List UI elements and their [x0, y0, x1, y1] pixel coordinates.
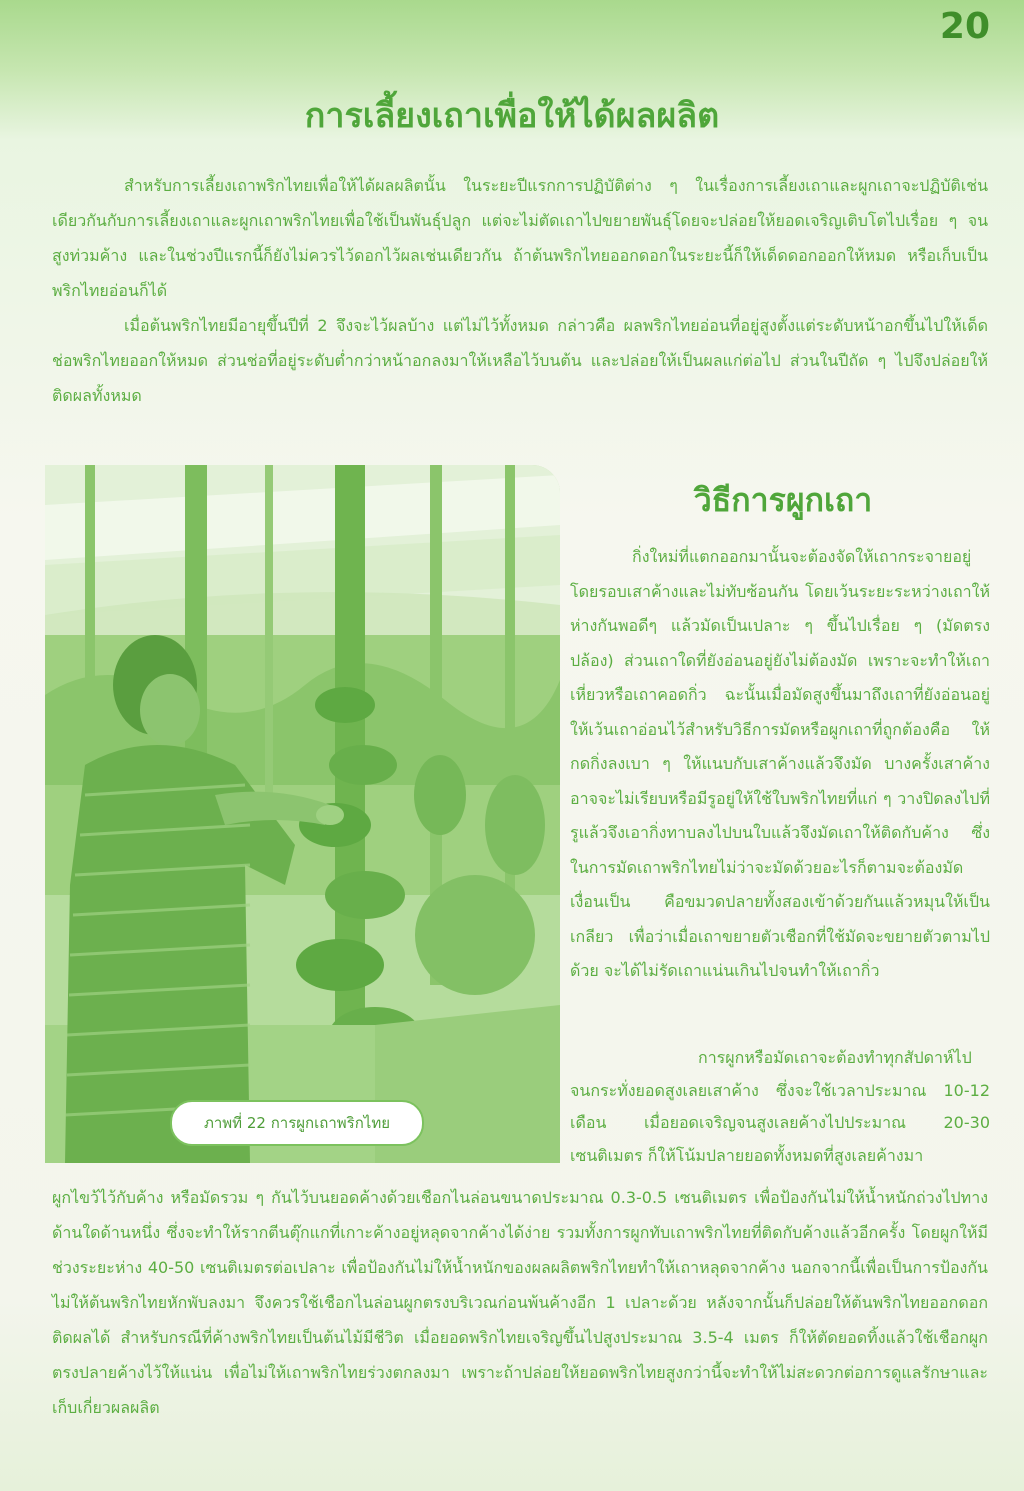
page-number: 20	[939, 6, 990, 47]
section-paragraph-2: การผูกหรือมัดเถาจะต้องทำทุกสัปดาห์ไปจนกระทั่งยอดสูงเลยเสาค้าง ซึ่งจะใช้เวลาประมาณ 10-12 เดือน เมื่อยอดเจริญจนสูงเลยค้างไปประมาณ 20-30 เซนติเมตร ก็ให้โน้มปลายยอดทั้งหมดที่สูงเลยค้างมา	[570, 1048, 990, 1165]
intro-paragraph-1: สำหรับการเลี้ยงเถาพริกไทยเพื่อให้ได้ผลผลิตนั้น ในระยะปีแรกการปฏิบัติต่าง ๆ ในเรื่องการเลี้ยงเถาและผูกเถาจะปฏิบัติเช่นเดียวกันกับการเลี้ยงเถาและผูกเถาพริกไทยเพื่อใช้เป็นพันธุ์ปลูก แต่จะไม่ตัดเถาไปขยายพันธุ์โดยจะปล่อยให้ยอดเจริญเติบโตไปเรื่อย ๆ จนสูงท่วมค้าง และในช่วงปีแรกนี้ก็ยังไม่ควรไว้ดอกไว้ผลเช่นเดียวกัน ถ้าต้นพริกไทยออกดอกในระยะนี้ก็ให้เด็ดดอกออกให้หมด หรือเก็บเป็นพริกไทยอ่อนก็ได้	[52, 176, 988, 300]
section-paragraph-3: ผูกไขว้ไว้กับค้าง หรือมัดรวม ๆ กันไว้บนยอดค้างด้วยเชือกไนล่อนขนาดประมาณ 0.3-0.5 เซนติเมตร เพื่อป้องกันไม่ให้น้ำหนักถ่วงไปทางด้านใดด้านหนึ่ง ซึ่งจะทำให้รากตีนตุ๊กแกที่เกาะค้างอยู่หลุดจากค้างได้ง่าย รวมทั้งการผูกทับเถาพริกไทยที่ติดกับค้างแล้วอีกครั้ง โดยผูกให้มีช่วงระยะห่าง 40-50 เซนติเมตรต่อเปลาะ เพื่อป้องกันไม่ให้น้ำหนักของผลผลิตพริกไทยทำให้เถาหลุดจากค้าง นอกจากนี้เพื่อเป็นการป้องกันไม่ให้ต้นพริกไทยหักพับลงมา จึงควรใช้เชือกไนล่อนผูกตรงบริเวณก่อนพ้นค้างอีก 1 เปลาะด้วย หลังจากนั้นก็ปล่อยให้ต้นพริกไทยออกดอกติดผลได้ สำหรับกรณีที่ค้างพริกไทยเป็นต้นไม้มีชีวิต เมื่อยอดพริกไทยเจริญขึ้นไปสูงประมาณ 3.5-4 เมตร ก็ให้ตัดยอดทิ้งแล้วใช้เชือกผูกตรงปลายค้างไว้ให้แน่น เพื่อไม่ให้เถาพริกไทยร่วงตกลงมา เพราะถ้าปล่อยให้ยอดพริกไทยสูงกว่านี้จะทำให้ไม่สะดวกต่อการดูแลรักษาและเก็บเกี่ยวผลผลิต	[52, 1188, 988, 1417]
pepper-tying-photo	[45, 465, 560, 1163]
section-title: วิธีการผูกเถา	[693, 481, 873, 519]
photo-caption: ภาพที่ 22 การผูกเถาพริกไทย	[170, 1100, 424, 1146]
page-title: การเลี้ยงเถาเพื่อให้ได้ผลผลิต	[304, 96, 720, 136]
intro-paragraph-2: เมื่อต้นพริกไทยมีอายุขึ้นปีที่ 2 จึงจะไว้ผลบ้าง แต่ไม่ไว้ทั้งหมด กล่าวคือ ผลพริกไทยอ่อนที่อยู่สูงตั้งแต่ระดับหน้าอกขึ้นไปให้เด็ดช่อพริกไทยออกให้หมด ส่วนช่อที่อยู่ระดับต่ำกว่าหน้าอกลงมาให้เหลือไว้บนต้น และปล่อยให้เป็นผลแก่ต่อไป ส่วนในปีถัด ๆ ไปจึงปล่อยให้ติดผลทั้งหมด	[52, 316, 988, 405]
section-paragraph-1: กิ่งใหม่ที่แตกออกมานั้นจะต้องจัดให้เถากระจายอยู่โดยรอบเสาค้างและไม่ทับซ้อนกัน โดยเว้นระยะระหว่างเถาให้ห่างกันพอดีๆ แล้วมัดเป็นเปลาะ ๆ ขึ้นไปเรื่อย ๆ (มัดตรงปล้อง) ส่วนเถาใดที่ยังอ่อนอยู่ยังไม่ต้องมัด เพราะจะทำให้เถาเหี่ยวหรือเถาคอดกิ่ว ฉะนั้นเมื่อมัดสูงขึ้นมาถึงเถาที่ยังอ่อนอยู่ให้เว้นเถาอ่อนไว้สำหรับวิธีการมัดหรือผูกเถาที่ถูกต้องคือ ให้กดกิ่งลงเบา ๆ ให้แนบกับเสาค้างแล้วจึงมัด บางครั้งเสาค้างอาจจะไม่เรียบหรือมีรูอยู่ให้ใช้ใบพริกไทยที่แก่ ๆ วางปิดลงไปที่รูแล้วจึงเอากิ่งทาบลงไปบนใบแล้วจึงมัดเถาให้ติดกับค้าง ซึ่งในการมัดเถาพริกไทยไม่ว่าจะมัดด้วยอะไรก็ตามจะต้องมัดเงื่อนเป็น คือขมวดปลายทั้งสองเข้าด้วยกันแล้วหมุนให้เป็นเกลียว เพื่อว่าเมื่อเถาขยายตัวเชือกที่ใช้มัดจะขยายตัวตามไปด้วย จะได้ไม่รัดเถาแน่นเกินไปจนทำให้เถากิ่ว	[570, 547, 990, 980]
